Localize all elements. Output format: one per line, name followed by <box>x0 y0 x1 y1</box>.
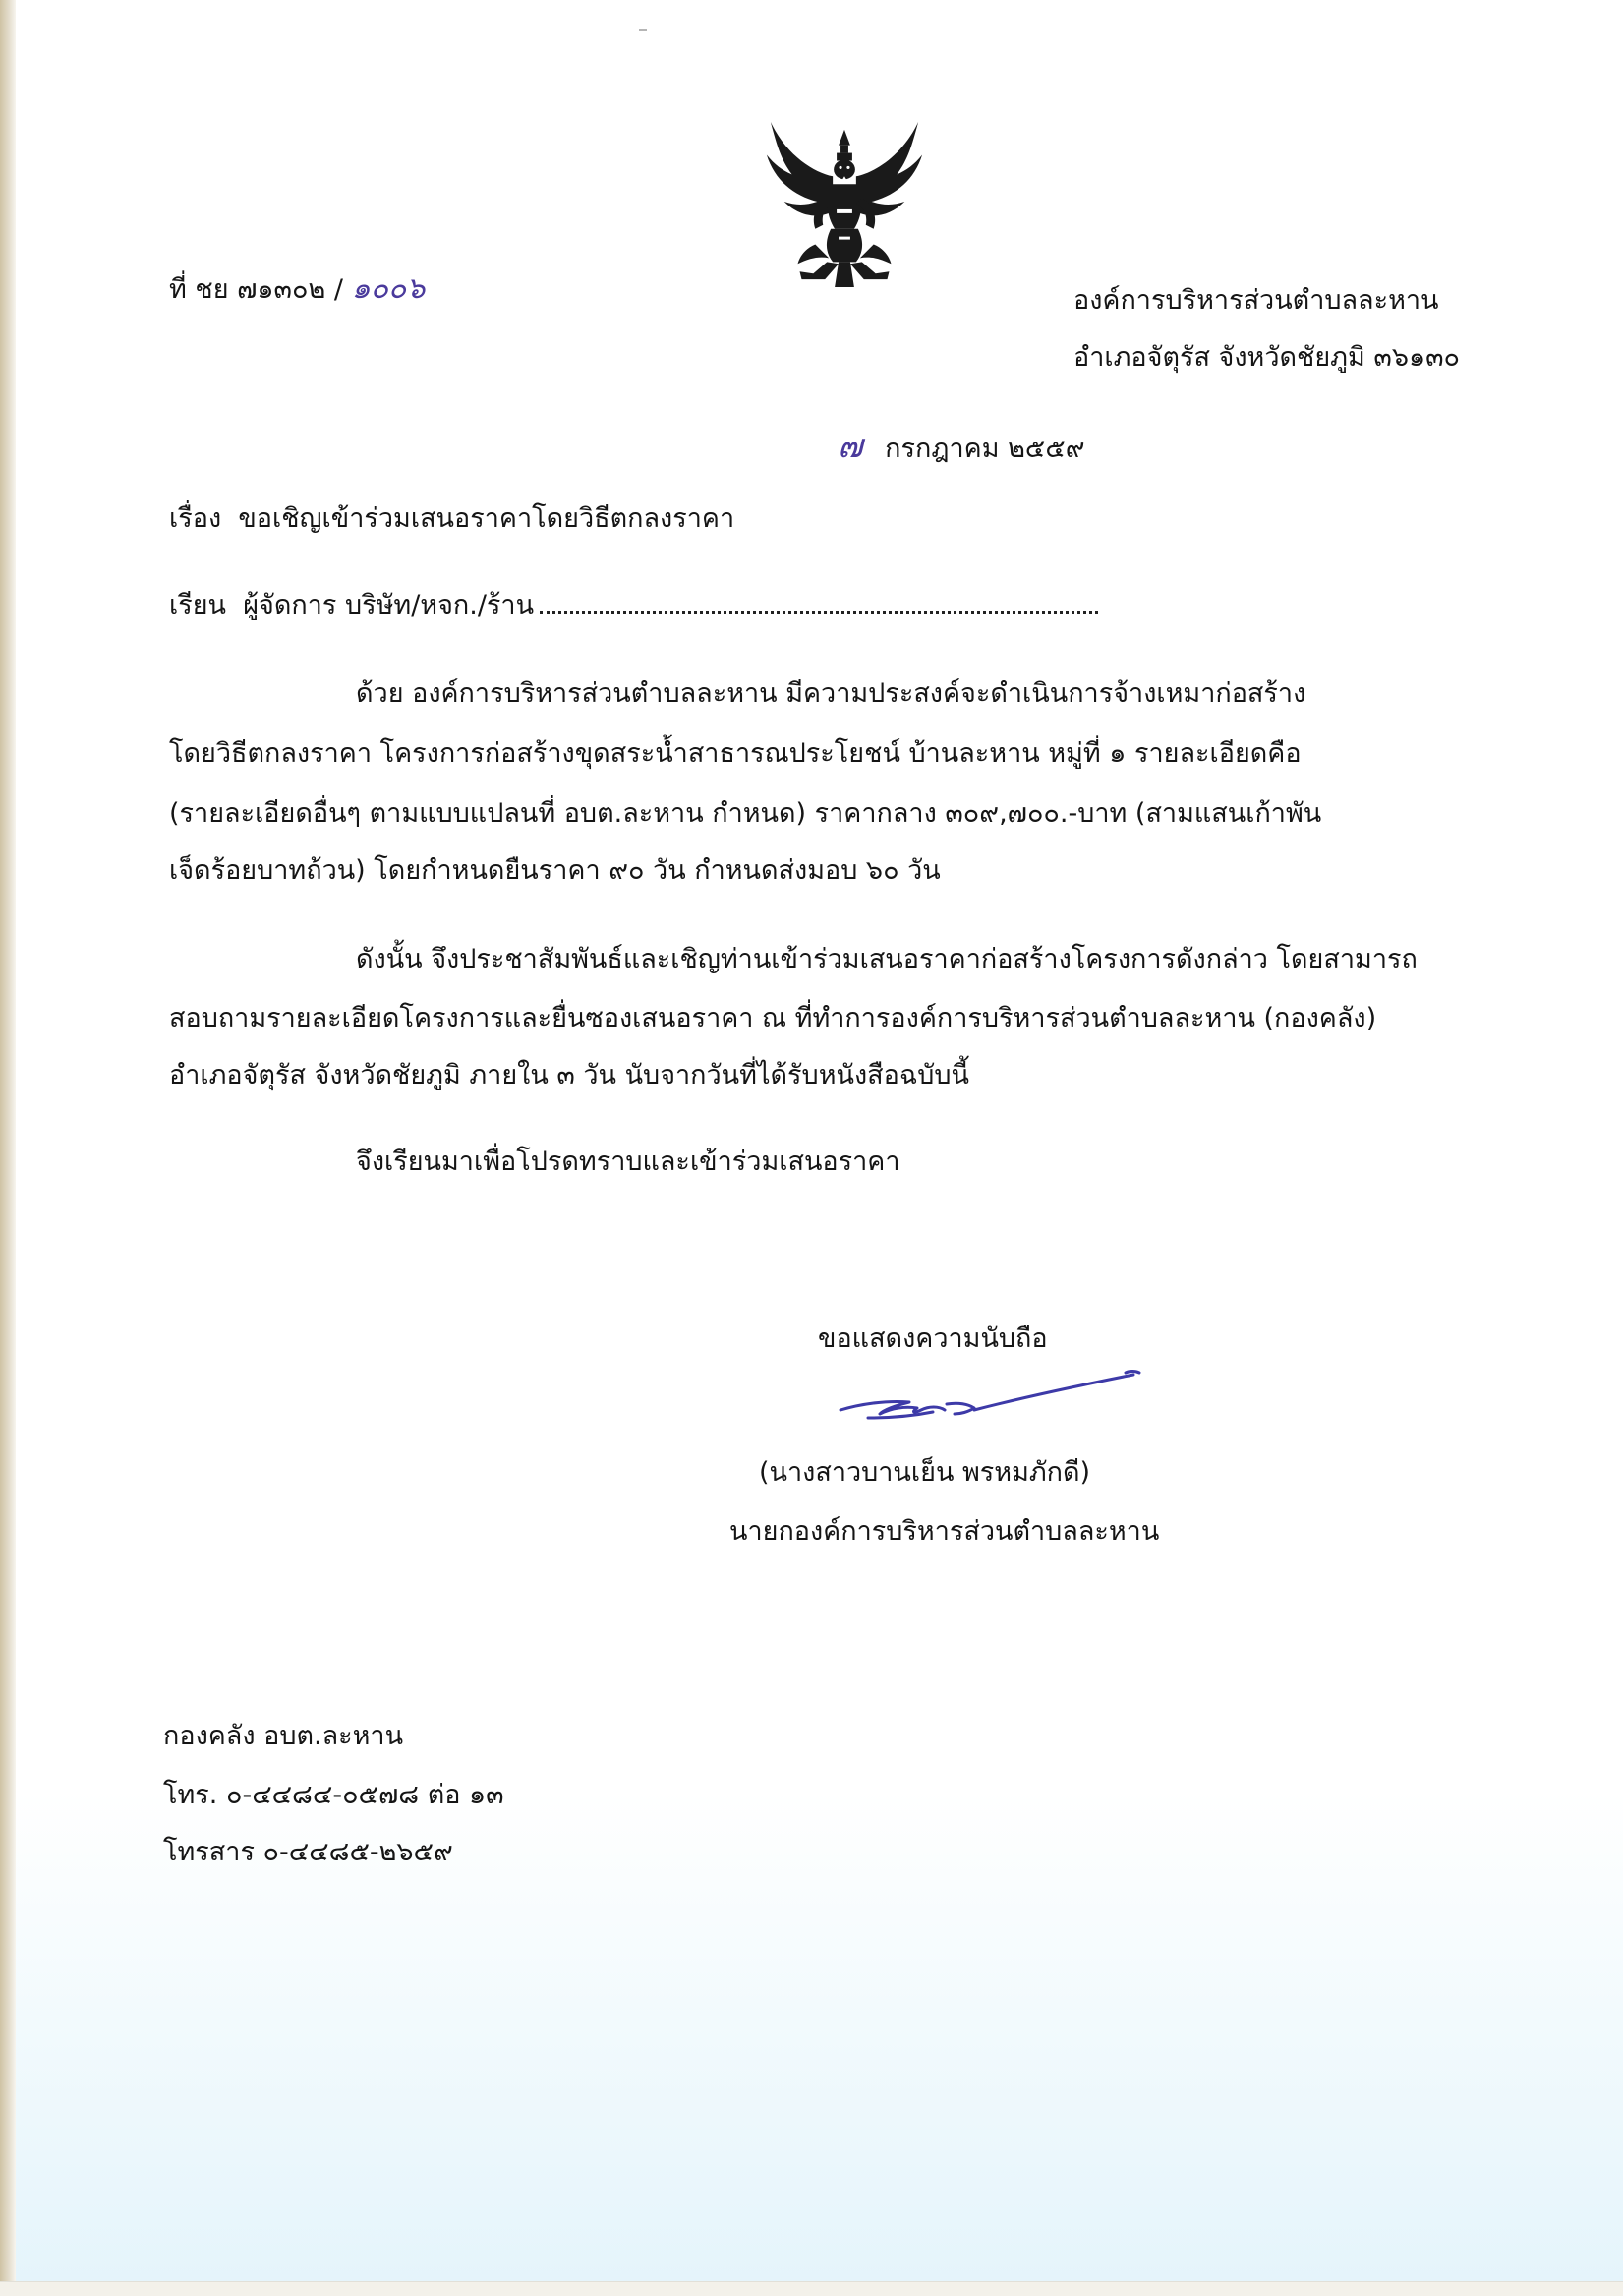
paragraph1-line3: (รายละเอียดอื่นๆ ตามแบบแปลนที่ อบต.ละหาน กำหนด) ราคากลาง ๓๐๙,๗๐๐.-บาท (สามแสนเก้าพัน <box>169 798 1322 829</box>
recipient-label: เรียน <box>169 590 227 620</box>
scan-bottom-edge <box>0 2281 1623 2296</box>
paragraph2-line3: อำเภอจัตุรัส จังหวัดชัยภูมิ ภายใน ๓ วัน นับจากวันที่ได้รับหนังสือฉบับนี้ <box>169 1060 969 1090</box>
paragraph1-line1: ด้วย องค์การบริหารส่วนตำบลละหาน มีความประสงค์จะดำเนินการจ้างเหมาก่อสร้าง <box>356 678 1306 709</box>
footer-phone: โทร. ๐-๔๔๘๔-๐๕๗๘ ต่อ ๑๓ <box>163 1780 504 1810</box>
garuda-emblem-icon <box>757 116 932 291</box>
paragraph3: จึงเรียนมาเพื่อโปรดทราบและเข้าร่วมเสนอราคา <box>356 1147 900 1177</box>
date-day-handwritten: ๗ <box>838 427 863 466</box>
signer-name: (นางสาวบานเย็น พรหมภักดี) <box>759 1457 1091 1488</box>
scan-left-edge <box>0 0 16 2296</box>
date-month-year: กรกฎาคม ๒๕๕๙ <box>885 434 1085 464</box>
subject-text: ขอเชิญเข้าร่วมเสนอราคาโดยวิธีตกลงราคา <box>238 503 735 534</box>
organization-name: องค์การบริหารส่วนตำบลละหาน <box>1073 285 1439 316</box>
footer-department: กองคลัง อบต.ละหาน <box>163 1721 404 1751</box>
recipient-blank-line <box>540 591 1098 614</box>
signature-icon <box>831 1367 1145 1438</box>
document-number-label: ที่ ชย ๗๑๓๐๒ / <box>169 274 343 305</box>
paragraph2-line1: ดังนั้น จึงประชาสัมพันธ์และเชิญท่านเข้าร่วมเสนอราคาก่อสร้างโครงการดังกล่าว โดยสามารถ <box>356 944 1418 974</box>
document-number-handwritten: ๑๐๐๖ <box>351 271 426 306</box>
closing-salutation: ขอแสดงความนับถือ <box>818 1324 1048 1354</box>
paragraph2-line2: สอบถามรายละเอียดโครงการและยื่นซองเสนอราคา ณ ที่ทำการองค์การบริหารส่วนตำบลละหาน (กองคลัง) <box>169 1003 1377 1033</box>
subject-line <box>169 501 734 537</box>
paragraph1-line2: โดยวิธีตกลงราคา โครงการก่อสร้างขุดสระน้ำสาธารณประโยชน์ บ้านละหาน หมู่ที่ ๑ รายละเอียดคือ <box>169 738 1302 769</box>
document-number <box>169 271 425 308</box>
footer-fax: โทรสาร ๐-๔๔๘๕-๒๖๕๙ <box>163 1837 453 1867</box>
scan-mark <box>639 29 647 31</box>
recipient-text: ผู้จัดการ บริษัท/หจก./ร้าน <box>243 590 535 620</box>
organization-address: อำเภอจัตุรัส จังหวัดชัยภูมิ ๓๖๑๓๐ <box>1073 342 1461 373</box>
recipient-line <box>169 588 1098 623</box>
paragraph1-line4: เจ็ดร้อยบาทถ้วน) โดยกำหนดยืนราคา ๙๐ วัน กำหนดส่งมอบ ๖๐ วัน <box>169 855 941 886</box>
signer-position: นายกองค์การบริหารส่วนตำบลละหาน <box>729 1516 1160 1547</box>
document-date <box>838 429 1085 467</box>
subject-label: เรื่อง <box>169 503 222 534</box>
